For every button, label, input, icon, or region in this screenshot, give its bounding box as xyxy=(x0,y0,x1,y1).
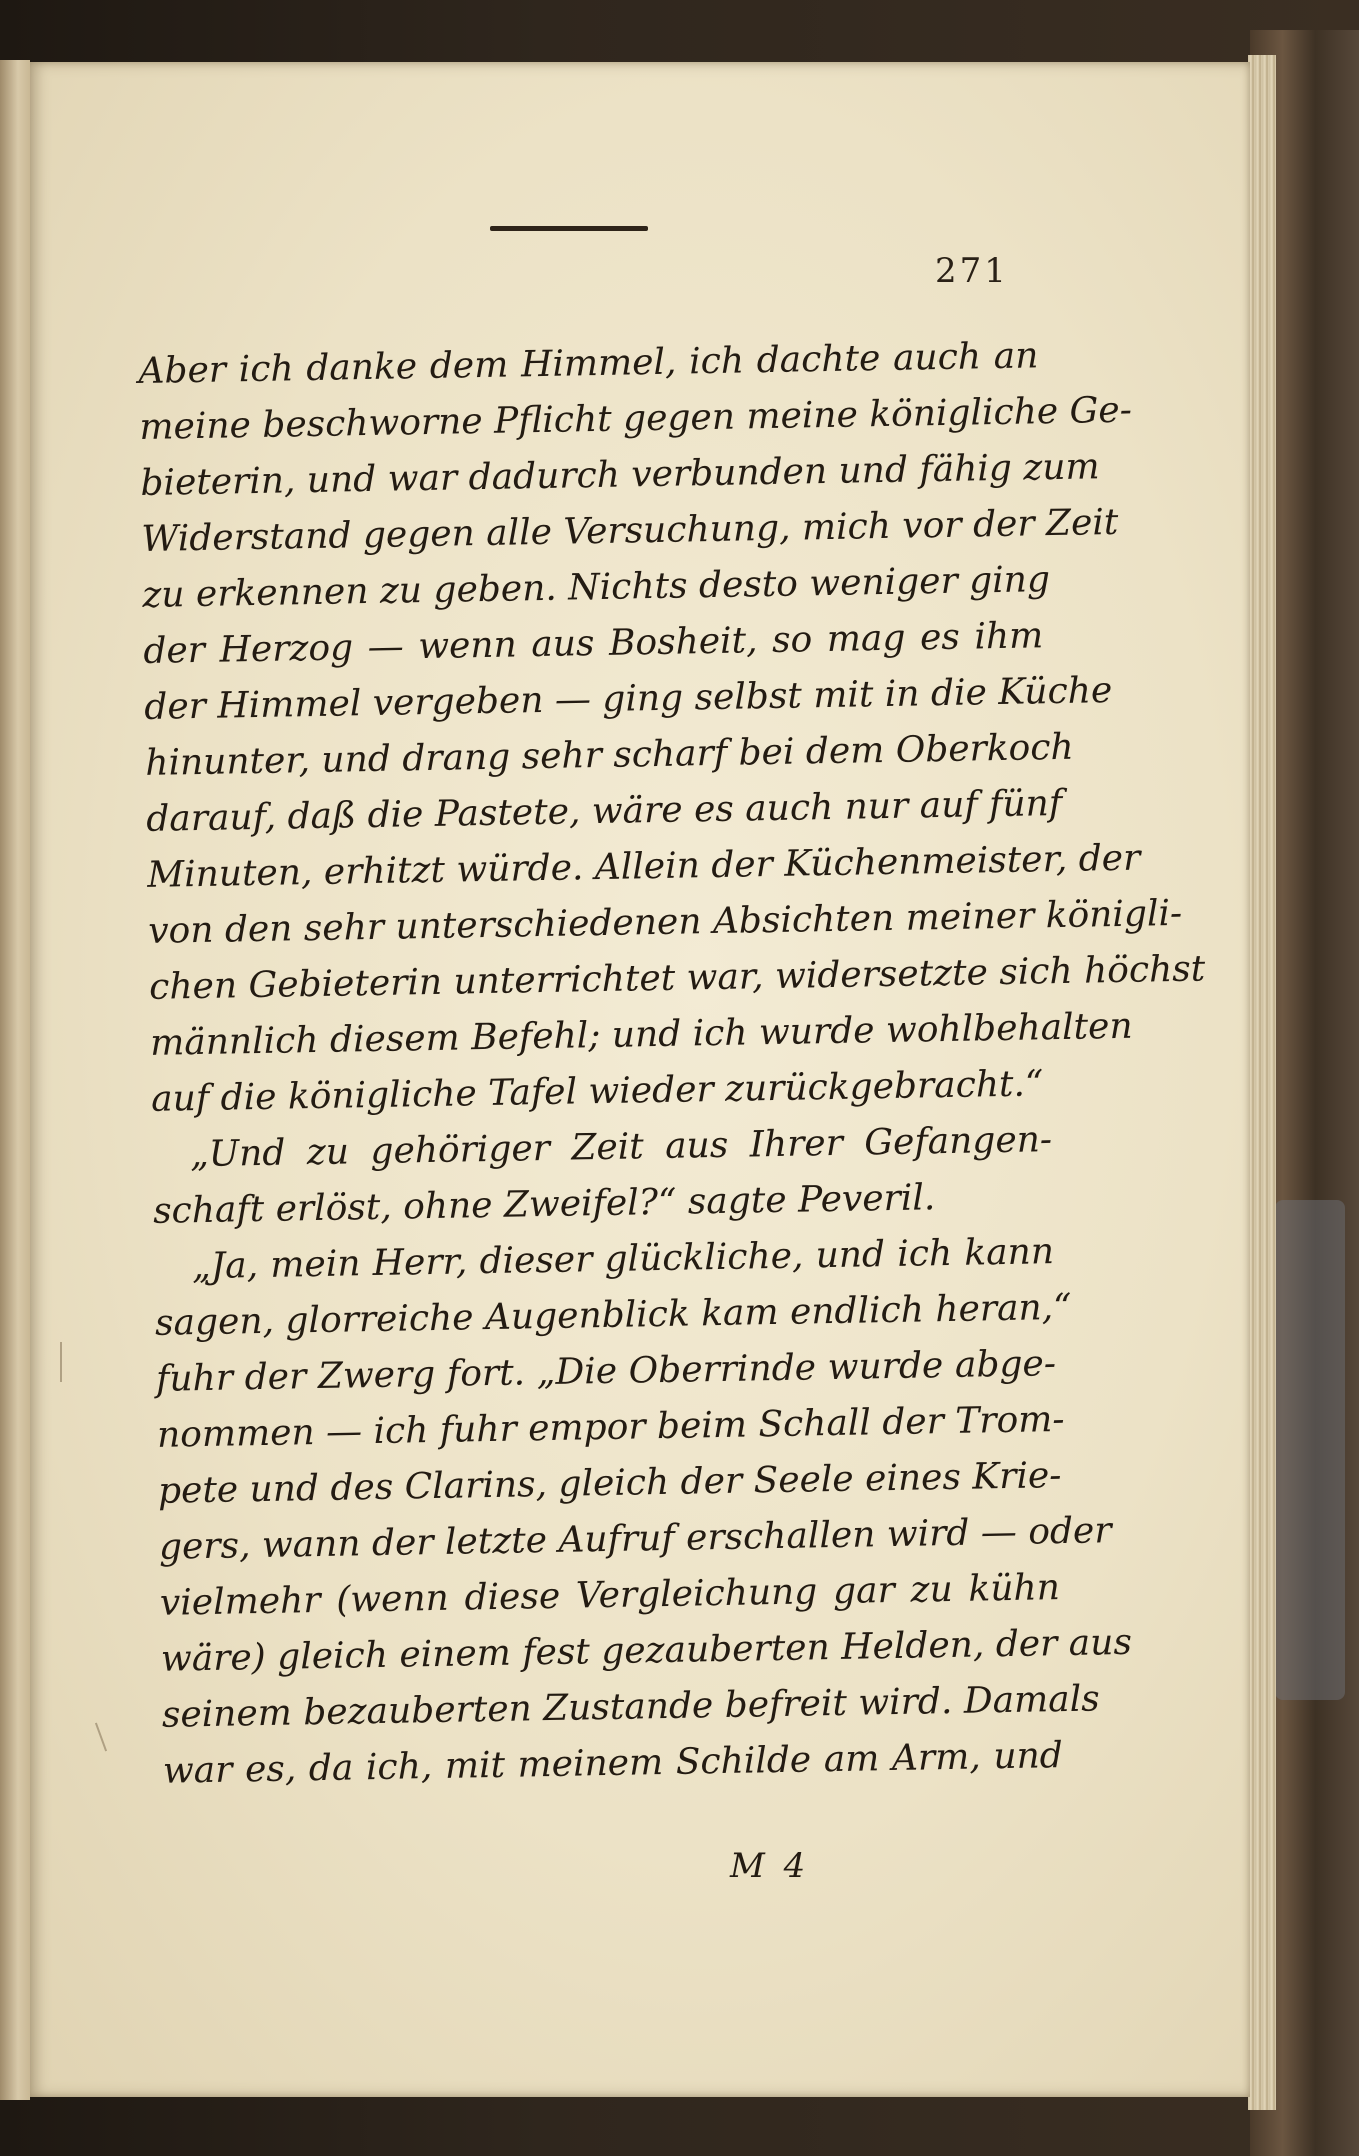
text-line: der Herzog — wenn aus Bosheit, so mag es ihm xyxy=(143,615,1044,672)
text-line: war es, da ich, mit meinem Schilde am Arm, und xyxy=(162,1735,1064,1792)
cover-wear xyxy=(1275,1200,1345,1700)
header-rule xyxy=(490,226,648,231)
text-line: von den sehr unterschiedenen Absichten meiner königli- xyxy=(147,892,1183,952)
page-number: 271 xyxy=(935,251,1009,291)
text-line: „Und zu gehöriger Zeit aus Ihrer Gefangen- xyxy=(189,1119,1053,1176)
text-line: männlich diesem Befehl; und ich wurde wohlbehalten xyxy=(149,1005,1133,1064)
text-line: seinem bezauberten Zustande befreit wird. Damals xyxy=(161,1678,1101,1736)
text-line: Widerstand gegen alle Versuchung, mich vor der Zeit xyxy=(141,501,1119,560)
text-line: zu erkennen zu geben. Nichts desto weniger ging xyxy=(142,559,1051,616)
text-line: wäre) gleich einem fest gezauberten Helden, der aus xyxy=(160,1621,1133,1680)
body-text xyxy=(138,328,1206,1799)
text-line: chen Gebieterin unterrichtet war, widersetzte sich höchst xyxy=(148,948,1206,1008)
text-line: auf die königliche Tafel wieder zurückgebracht.“ xyxy=(150,1063,1044,1120)
margin-mark xyxy=(95,1723,107,1752)
text-line: bieterin, und war dadurch verbunden und fähig zum xyxy=(140,446,1100,504)
text-line: sagen, glorreiche Augenblick kam endlich heran,“ xyxy=(154,1286,1072,1344)
text-line: pete und des Clarins, gleich der Seele eines Krie- xyxy=(157,1455,1062,1512)
text-line: darauf, daß die Pastete, wäre es auch nur auf fünf xyxy=(145,782,1063,840)
text-line: „Ja, mein Herr, dieser glückliche, und ich kann xyxy=(191,1231,1055,1288)
text-line: vielmehr (wenn diese Vergleichung gar zu kühn xyxy=(159,1567,1061,1624)
page-edges xyxy=(1248,55,1276,2110)
text-line: Minuten, erhitzt würde. Allein der Küchenmeister, der xyxy=(146,837,1141,896)
margin-mark xyxy=(60,1342,62,1382)
text-line: fuhr der Zwerg fort. „Die Oberrinde wurde abge- xyxy=(155,1343,1057,1400)
book-page xyxy=(30,62,1250,2097)
previous-page-edge xyxy=(0,60,30,2100)
text-line: gers, wann der letzte Aufruf erschallen wird — oder xyxy=(158,1510,1112,1568)
text-line: schaft erlöst, ohne Zweifel?“ sagte Peveril. xyxy=(152,1177,936,1232)
text-line: meine beschworne Pflicht gegen meine königliche Ge- xyxy=(139,389,1133,448)
signature-mark: M 4 xyxy=(730,1846,810,1886)
text-line: hinunter, und drang sehr scharf bei dem Oberkoch xyxy=(144,726,1074,784)
text-line: nommen — ich fuhr empor beim Schall der Trom- xyxy=(156,1398,1065,1456)
text-line: der Himmel vergeben — ging selbst mit in die Küche xyxy=(143,670,1113,728)
text-line: Aber ich danke dem Himmel, ich dachte auch an xyxy=(138,335,1039,392)
